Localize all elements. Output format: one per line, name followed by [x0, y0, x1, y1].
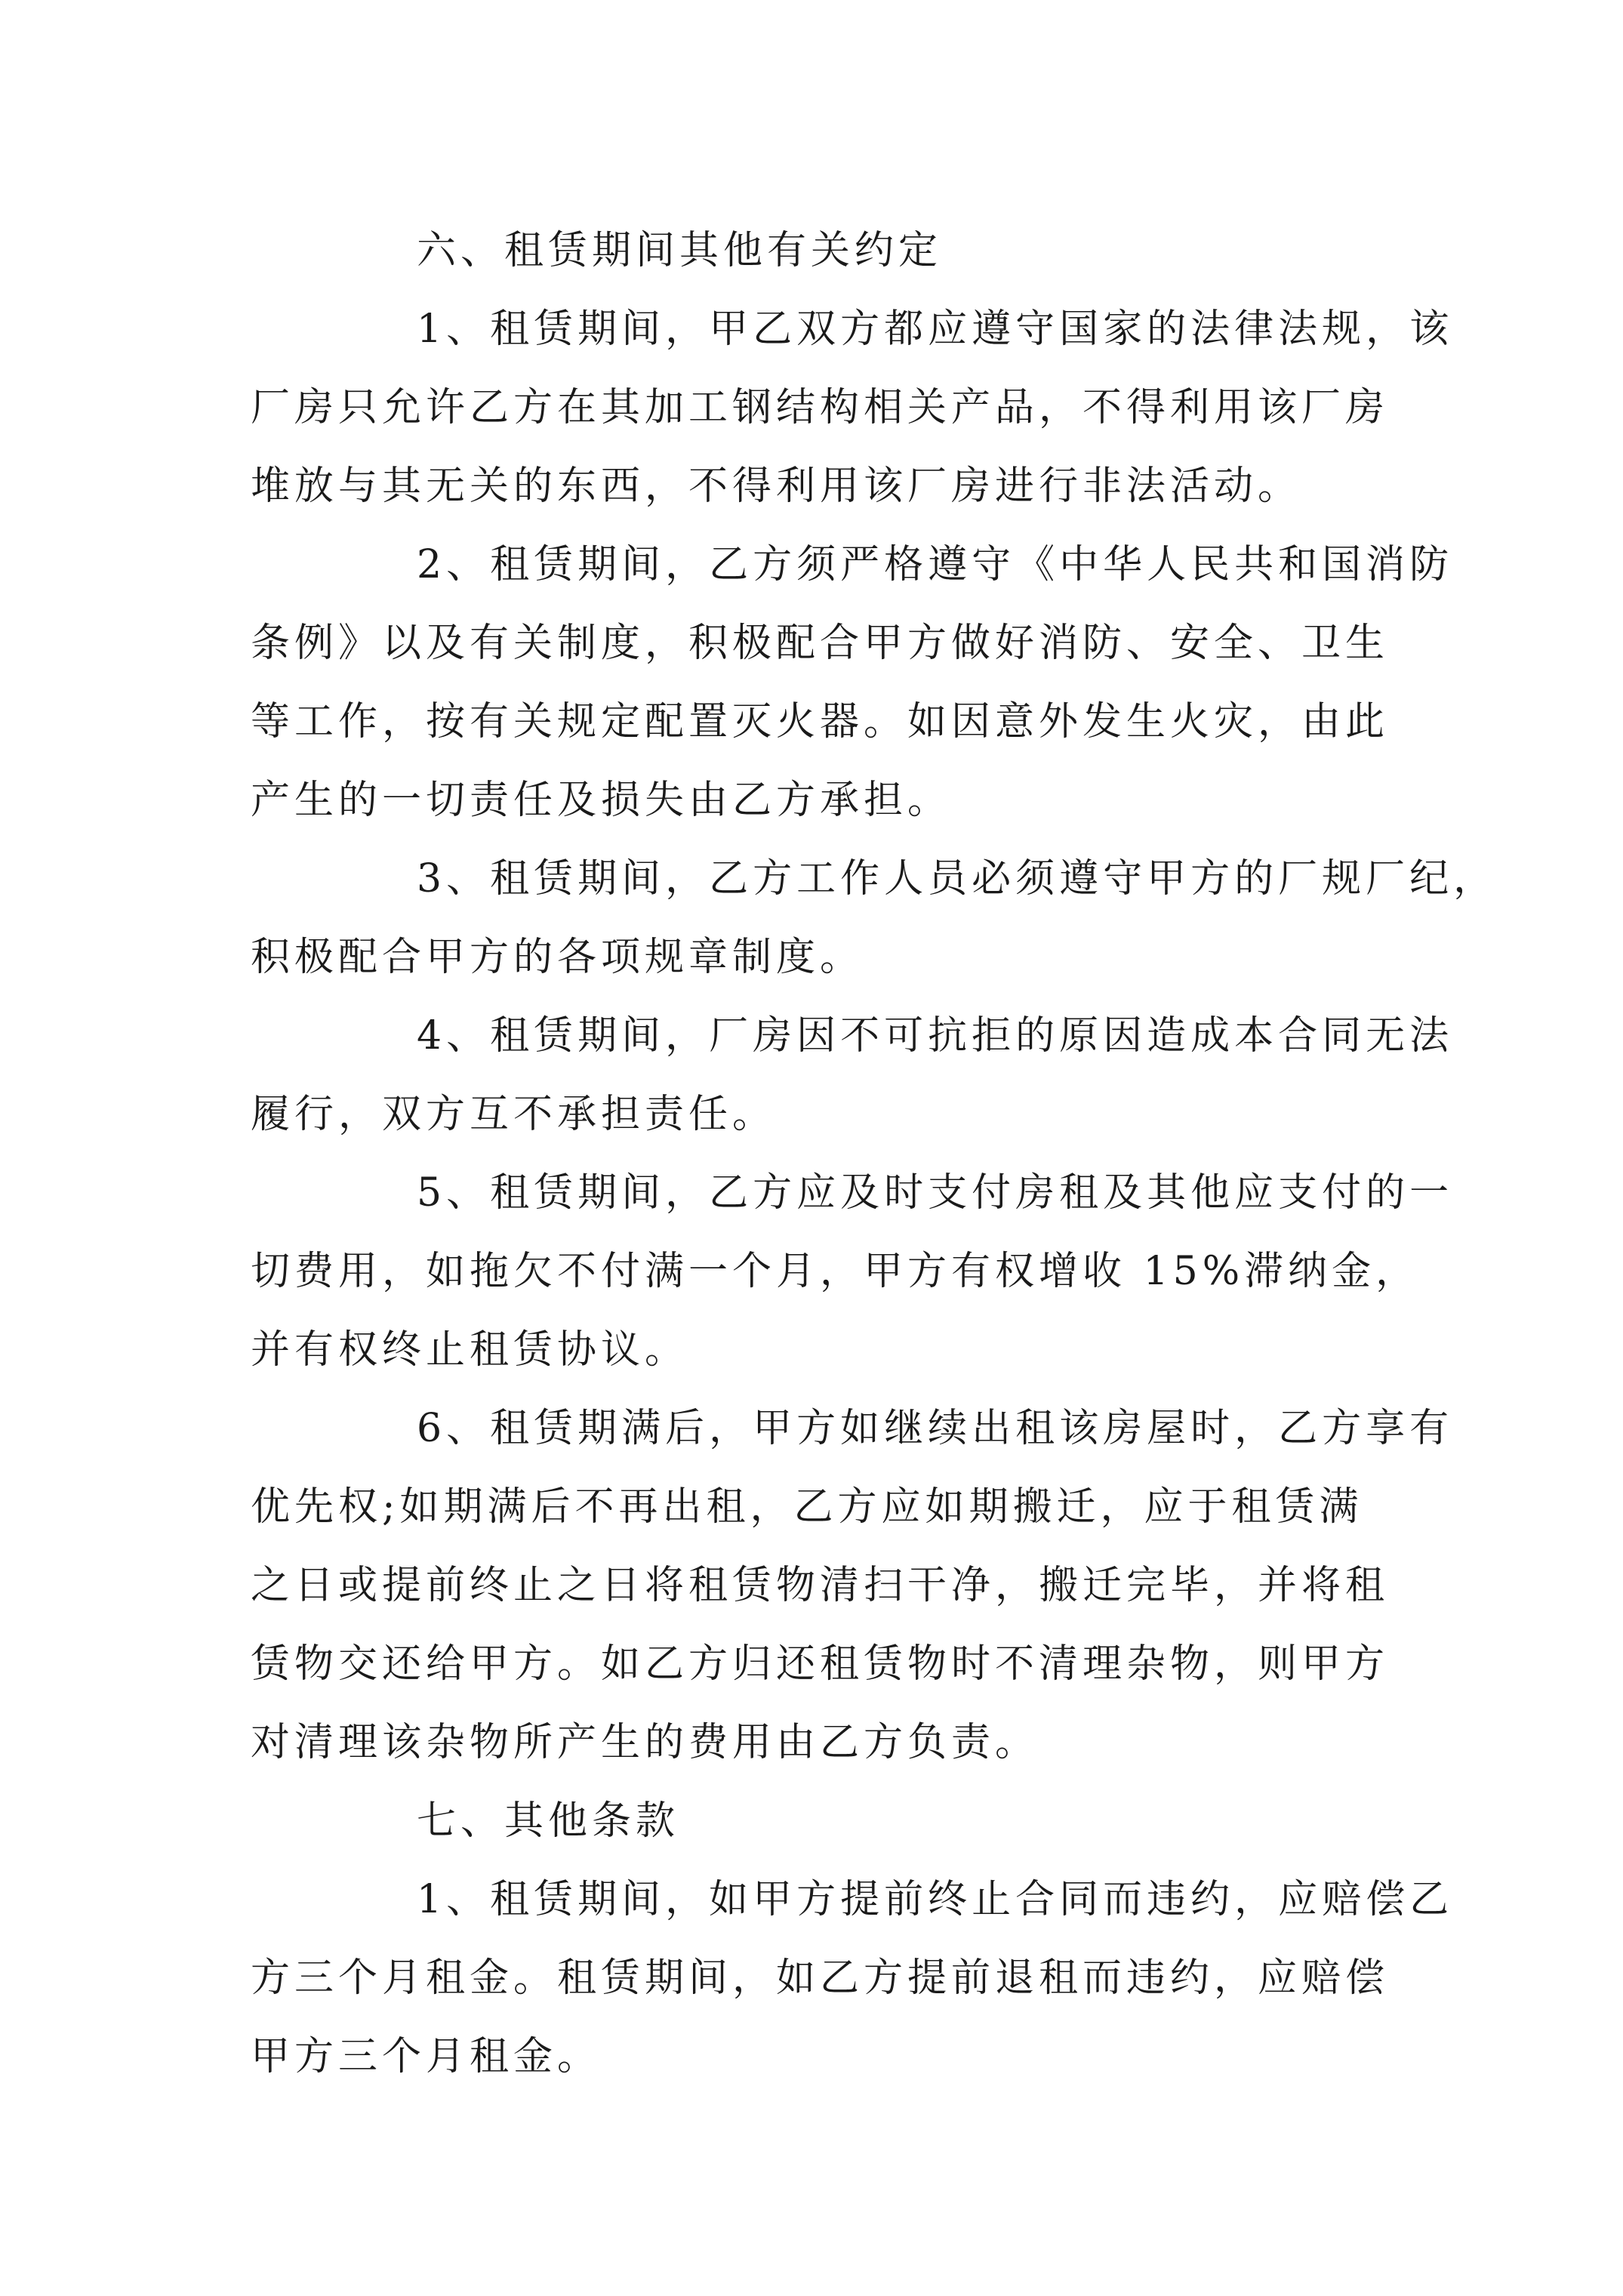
- clause-2-line-2: 条例》以及有关制度，积极配合甲方做好消防、安全、卫生: [251, 621, 1390, 666]
- clause-2-line-4: 产生的一切责任及损失由乙方承担。: [251, 778, 952, 823]
- clause-6-line-5: 对清理该杂物所产生的费用由乙方负责。: [251, 1720, 1039, 1765]
- clause-4-line-1: 4、租赁期间，厂房因不可抗拒的原因造成本合同无法: [417, 1013, 1454, 1059]
- section-heading-seven: 七、其他条款: [417, 1798, 680, 1844]
- clause-3-line-2: 积极配合甲方的各项规章制度。: [251, 935, 864, 980]
- clause-1-line-3: 堆放与其无关的东西，不得利用该厂房进行非法活动。: [251, 464, 1302, 509]
- clause-6-line-4: 赁物交还给甲方。如乙方归还租赁物时不清理杂物，则甲方: [251, 1641, 1390, 1687]
- section-heading-six: 六、租赁期间其他有关约定: [417, 228, 943, 273]
- clause-6-line-1: 6、租赁期满后，甲方如继续出租该房屋时，乙方享有: [417, 1406, 1454, 1451]
- clause-6-line-2: 优先权;如期满后不再出租，乙方应如期搬迁，应于租赁满: [251, 1484, 1363, 1530]
- other-clause-1-line-1: 1、租赁期间，如甲方提前终止合同而违约，应赔偿乙: [417, 1877, 1454, 1922]
- clause-6-line-3: 之日或提前终止之日将租赁物清扫干净，搬迁完毕，并将租: [251, 1563, 1390, 1608]
- clause-2-line-3: 等工作，按有关规定配置灭火器。如因意外发生火灾，由此: [251, 699, 1390, 744]
- other-clause-1-line-2: 方三个月租金。租赁期间，如乙方提前退租而违约，应赔偿: [251, 1955, 1390, 2001]
- clause-2-line-1: 2、租赁期间，乙方须严格遵守《中华人民共和国消防: [417, 542, 1454, 587]
- clause-1-line-2: 厂房只允许乙方在其加工钢结构相关产品，不得利用该厂房: [251, 385, 1390, 430]
- clause-4-line-2: 履行，双方互不承担责任。: [251, 1092, 777, 1137]
- clause-1-line-1: 1、租赁期间，甲乙双方都应遵守国家的法律法规，该: [417, 307, 1454, 352]
- clause-5-line-1: 5、租赁期间，乙方应及时支付房租及其他应支付的一: [417, 1170, 1454, 1216]
- document-body: [251, 211, 1498, 2096]
- clause-5-line-3: 并有权终止租赁协议。: [251, 1327, 689, 1373]
- clause-3-line-1: 3、租赁期间，乙方工作人员必须遵守甲方的厂规厂纪，: [417, 856, 1498, 901]
- clause-5-line-2: 切费用，如拖欠不付满一个月，甲方有权增收 15%滞纳金，: [251, 1249, 1420, 1294]
- other-clause-1-line-3: 甲方三个月租金。: [251, 2034, 602, 2079]
